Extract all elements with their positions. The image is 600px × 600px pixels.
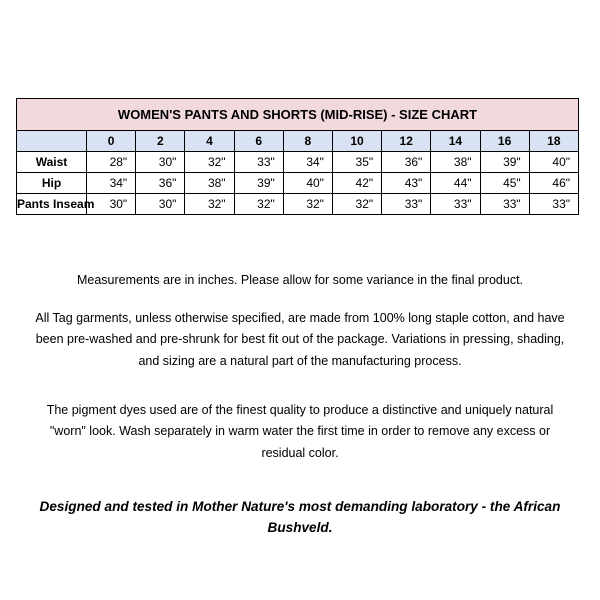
size-header: 8 — [283, 131, 332, 152]
size-header: 14 — [431, 131, 480, 152]
table-row-waist — [17, 152, 579, 173]
size-chart-title: WOMEN'S PANTS AND SHORTS (MID-RISE) - SIZE CHART — [17, 99, 579, 131]
table-cell: 42" — [332, 173, 381, 194]
table-cell: 33" — [529, 194, 578, 215]
table-cell: 38" — [431, 152, 480, 173]
size-header: 2 — [136, 131, 185, 152]
table-cell: 46" — [529, 173, 578, 194]
dyes-note: The pigment dyes used are of the finest quality to produce a distinctive and uniquely natural "worn" look. Wash separately in warm water the first time in order to remove any excess or residual color. — [46, 402, 554, 460]
table-cell: 39" — [480, 152, 529, 173]
size-header: 0 — [87, 131, 136, 152]
table-cell: 44" — [431, 173, 480, 194]
table-cell: 36" — [136, 173, 185, 194]
table-cell: 36" — [382, 152, 431, 173]
table-cell: 43" — [382, 173, 431, 194]
table-row-inseam — [17, 194, 579, 215]
table-cell: 32" — [332, 194, 381, 215]
table-cell: 32" — [185, 152, 234, 173]
table-cell: 33" — [382, 194, 431, 215]
table-cell: 28" — [87, 152, 136, 173]
table-cell: 34" — [87, 173, 136, 194]
table-cell: 33" — [480, 194, 529, 215]
table-cell: 34" — [283, 152, 332, 173]
measurements-note: Measurements are in inches. Please allow for some variance in the final product. — [76, 272, 524, 287]
tagline: Designed and tested in Mother Nature's most demanding laboratory - the African Bushveld. — [39, 498, 561, 536]
row-label: Waist — [17, 152, 87, 173]
table-cell: 38" — [185, 173, 234, 194]
size-header: 16 — [480, 131, 529, 152]
table-cell: 40" — [529, 152, 578, 173]
size-header-row — [17, 131, 579, 152]
table-cell: 45" — [480, 173, 529, 194]
size-header: 6 — [234, 131, 283, 152]
table-cell: 33" — [234, 152, 283, 173]
table-cell: 40" — [283, 173, 332, 194]
size-header: 10 — [332, 131, 381, 152]
table-cell: 30" — [87, 194, 136, 215]
table-cell: 32" — [185, 194, 234, 215]
garments-note: All Tag garments, unless otherwise specified, are made from 100% long staple cotton, and have been pre-washed and pre-shrunk for best fit out of the package. Variations in pressing, shading, and sizing are a natural part of the manufacturing process. — [35, 310, 565, 368]
size-header: 4 — [185, 131, 234, 152]
row-label: Pants Inseam — [17, 194, 87, 215]
table-cell: 30" — [136, 194, 185, 215]
table-cell: 32" — [234, 194, 283, 215]
size-header-blank — [17, 131, 87, 152]
row-label: Hip — [17, 173, 87, 194]
table-cell: 35" — [332, 152, 381, 173]
table-cell: 30" — [136, 152, 185, 173]
table-cell: 32" — [283, 194, 332, 215]
table-cell: 33" — [431, 194, 480, 215]
size-chart-table — [16, 98, 579, 215]
size-header: 18 — [529, 131, 578, 152]
table-cell: 39" — [234, 173, 283, 194]
table-row-hip — [17, 173, 579, 194]
size-header: 12 — [382, 131, 431, 152]
